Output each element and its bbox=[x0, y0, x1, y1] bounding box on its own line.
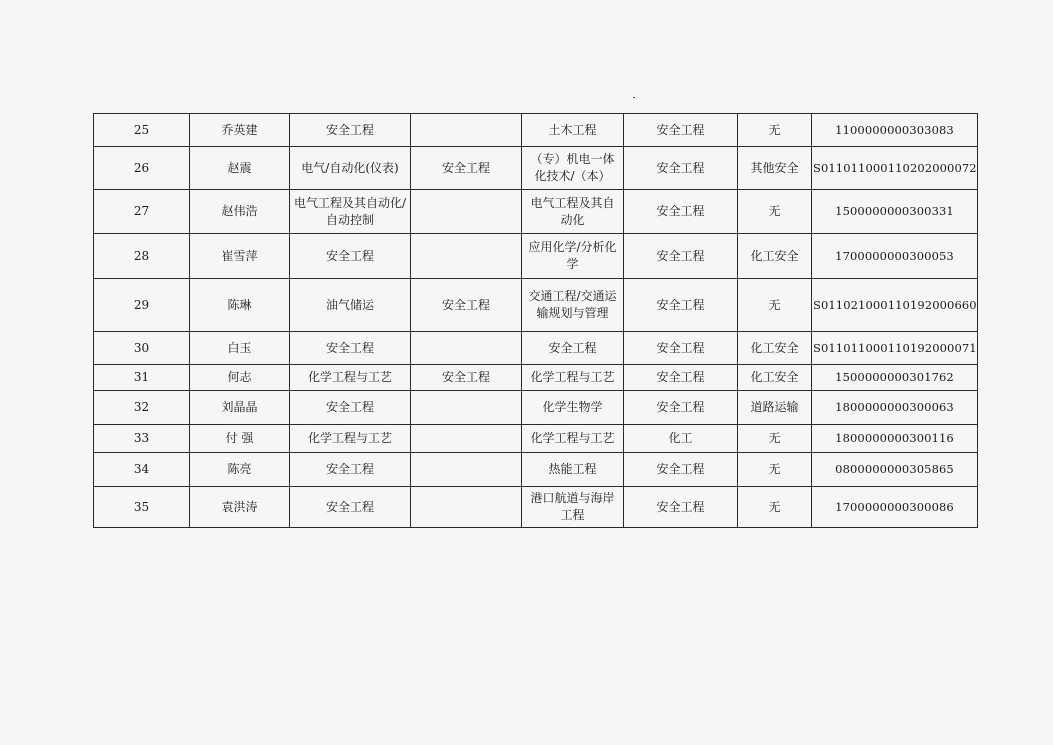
major-2: 安全工程 bbox=[411, 365, 522, 391]
certificate-code: 1500000000300331 bbox=[812, 190, 978, 234]
certificate-code: 0800000000305865 bbox=[812, 453, 978, 487]
major-3: （专）机电一体化技术/（本） bbox=[522, 147, 624, 190]
person-name: 乔英建 bbox=[190, 114, 290, 147]
person-name: 袁洪涛 bbox=[190, 487, 290, 528]
row-number: 26 bbox=[94, 147, 190, 190]
field: 无 bbox=[738, 453, 812, 487]
field: 无 bbox=[738, 190, 812, 234]
table-row bbox=[94, 279, 978, 332]
field: 化工安全 bbox=[738, 234, 812, 279]
major-1: 电气/自动化(仪表) bbox=[290, 147, 411, 190]
certificate-code: 1100000000303083 bbox=[812, 114, 978, 147]
field: 其他安全 bbox=[738, 147, 812, 190]
table-row bbox=[94, 453, 978, 487]
person-name: 刘晶晶 bbox=[190, 391, 290, 425]
major-4: 安全工程 bbox=[624, 453, 738, 487]
major-4: 化工 bbox=[624, 425, 738, 453]
scan-speck bbox=[633, 97, 635, 98]
person-name: 陈琳 bbox=[190, 279, 290, 332]
major-1: 安全工程 bbox=[290, 391, 411, 425]
row-number: 25 bbox=[94, 114, 190, 147]
major-1: 安全工程 bbox=[290, 487, 411, 528]
major-3: 安全工程 bbox=[522, 332, 624, 365]
certificate-code: S011011000110192000071 bbox=[812, 332, 978, 365]
major-4: 安全工程 bbox=[624, 190, 738, 234]
major-2 bbox=[411, 391, 522, 425]
major-1: 电气工程及其自动化/自动控制 bbox=[290, 190, 411, 234]
table-body bbox=[94, 114, 978, 528]
certificate-code: 1800000000300116 bbox=[812, 425, 978, 453]
major-2 bbox=[411, 114, 522, 147]
major-2: 安全工程 bbox=[411, 279, 522, 332]
table-row bbox=[94, 234, 978, 279]
major-4: 安全工程 bbox=[624, 487, 738, 528]
registry-table bbox=[93, 113, 978, 528]
major-2 bbox=[411, 425, 522, 453]
row-number: 34 bbox=[94, 453, 190, 487]
person-name: 何志 bbox=[190, 365, 290, 391]
certificate-code: 1500000000301762 bbox=[812, 365, 978, 391]
row-number: 30 bbox=[94, 332, 190, 365]
table-row bbox=[94, 147, 978, 190]
major-1: 化学工程与工艺 bbox=[290, 425, 411, 453]
row-number: 29 bbox=[94, 279, 190, 332]
row-number: 32 bbox=[94, 391, 190, 425]
major-1: 油气储运 bbox=[290, 279, 411, 332]
major-3: 港口航道与海岸工程 bbox=[522, 487, 624, 528]
field: 无 bbox=[738, 114, 812, 147]
person-name: 付 强 bbox=[190, 425, 290, 453]
major-4: 安全工程 bbox=[624, 279, 738, 332]
field: 化工安全 bbox=[738, 365, 812, 391]
major-4: 安全工程 bbox=[624, 391, 738, 425]
major-2 bbox=[411, 453, 522, 487]
table-row bbox=[94, 365, 978, 391]
major-2 bbox=[411, 190, 522, 234]
table-row bbox=[94, 190, 978, 234]
row-number: 31 bbox=[94, 365, 190, 391]
major-1: 安全工程 bbox=[290, 234, 411, 279]
person-name: 赵伟浩 bbox=[190, 190, 290, 234]
major-4: 安全工程 bbox=[624, 114, 738, 147]
major-3: 应用化学/分析化学 bbox=[522, 234, 624, 279]
field: 化工安全 bbox=[738, 332, 812, 365]
table-row bbox=[94, 332, 978, 365]
major-4: 安全工程 bbox=[624, 332, 738, 365]
major-3: 土木工程 bbox=[522, 114, 624, 147]
major-3: 化学工程与工艺 bbox=[522, 365, 624, 391]
major-3: 电气工程及其自动化 bbox=[522, 190, 624, 234]
row-number: 35 bbox=[94, 487, 190, 528]
major-2 bbox=[411, 487, 522, 528]
person-name: 赵震 bbox=[190, 147, 290, 190]
major-1: 安全工程 bbox=[290, 114, 411, 147]
person-name: 白玉 bbox=[190, 332, 290, 365]
major-4: 安全工程 bbox=[624, 147, 738, 190]
major-2: 安全工程 bbox=[411, 147, 522, 190]
person-name: 崔雪萍 bbox=[190, 234, 290, 279]
major-2 bbox=[411, 332, 522, 365]
certificate-code: S011011000110202000072 bbox=[812, 147, 978, 190]
field: 道路运输 bbox=[738, 391, 812, 425]
major-2 bbox=[411, 234, 522, 279]
field: 无 bbox=[738, 425, 812, 453]
major-1: 安全工程 bbox=[290, 332, 411, 365]
major-4: 安全工程 bbox=[624, 234, 738, 279]
major-3: 化学生物学 bbox=[522, 391, 624, 425]
field: 无 bbox=[738, 487, 812, 528]
table-row bbox=[94, 391, 978, 425]
certificate-code: S011021000110192000660 bbox=[812, 279, 978, 332]
row-number: 28 bbox=[94, 234, 190, 279]
major-3: 化学工程与工艺 bbox=[522, 425, 624, 453]
major-3: 交通工程/交通运输规划与管理 bbox=[522, 279, 624, 332]
person-name: 陈亮 bbox=[190, 453, 290, 487]
major-4: 安全工程 bbox=[624, 365, 738, 391]
major-1: 安全工程 bbox=[290, 453, 411, 487]
table-row bbox=[94, 114, 978, 147]
major-3: 热能工程 bbox=[522, 453, 624, 487]
certificate-code: 1700000000300053 bbox=[812, 234, 978, 279]
field: 无 bbox=[738, 279, 812, 332]
certificate-code: 1800000000300063 bbox=[812, 391, 978, 425]
table-row bbox=[94, 487, 978, 528]
certificate-code: 1700000000300086 bbox=[812, 487, 978, 528]
row-number: 27 bbox=[94, 190, 190, 234]
major-1: 化学工程与工艺 bbox=[290, 365, 411, 391]
table-row bbox=[94, 425, 978, 453]
row-number: 33 bbox=[94, 425, 190, 453]
